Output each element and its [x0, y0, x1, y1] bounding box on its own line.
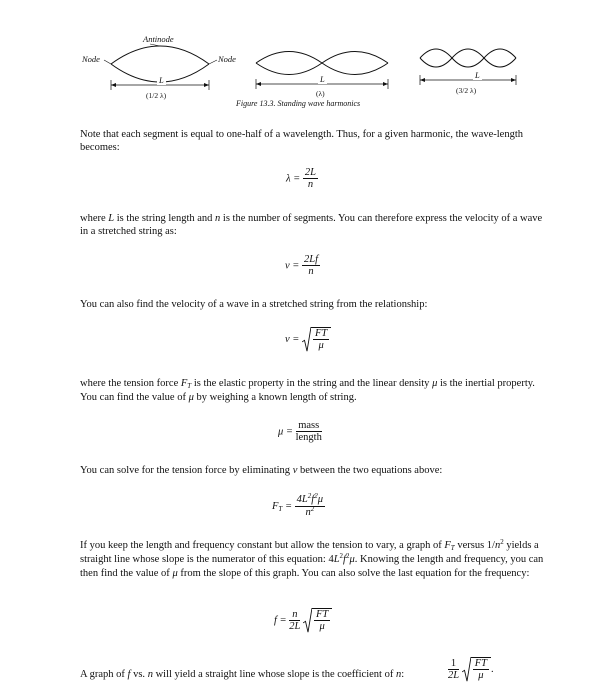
harmonic-3-lower [420, 58, 516, 67]
eq7-root-denominator: μ [478, 670, 484, 681]
equation-slope-coefficient: $\frac{1}{2L}$ $\frac{FT}{\mu}$ . [448, 657, 494, 681]
paragraph-1: Note that each segment is equal to one-half of a wavelength. Thus, for a given harmonic, the wave-length becomes: [80, 129, 523, 153]
eq3-sqrt [302, 327, 331, 352]
equation-wavelength: λ = $\frac{2L}{n}$ [286, 167, 316, 190]
dim-label-2: L [320, 74, 325, 84]
eq4-numerator: mass [296, 420, 322, 432]
equation-linear-density: μ = $\frac{\text{mass}}{\text{length}}$ [278, 420, 322, 443]
wavelength-fraction-2: (λ) [316, 89, 325, 98]
dim-label-1: L [159, 75, 164, 85]
eq6-numerator: n [289, 609, 300, 621]
eq7-sqrt [462, 657, 491, 682]
harmonic-1-upper [111, 46, 209, 64]
eq6-root-numerator: FT [315, 609, 329, 620]
wavelength-fraction-1: (1/2 λ) [146, 91, 167, 100]
eq4-denominator: length [295, 432, 322, 443]
node-right-pointer [209, 60, 217, 64]
node-left-pointer [104, 60, 111, 64]
harmonic-2-upper [256, 52, 388, 64]
harmonic-2-lower [256, 63, 388, 75]
equation-tension: FT = $\frac{4L^2f^2\mu}{n^2}$ [272, 492, 323, 518]
eq6-denominator: 2L [289, 620, 301, 632]
eq3-denominator: μ [318, 340, 324, 351]
equation-velocity-1: v = $\frac{2Lf}{n}$ [285, 254, 319, 277]
paragraph-2: where L is the string length and n is the number of segments. You can therefore express the velocity of a wave in a stretched string as: [80, 213, 543, 237]
equation-velocity-2: v = $\frac{FT}{\mu}$ [285, 327, 331, 352]
eq5-denominator: $n^2$ [305, 505, 315, 518]
wavelength-fraction-3: (3/2 λ) [456, 86, 477, 95]
equation-frequency: f = $\frac{n}{2L}$ $\frac{FT}{\mu}$ [274, 608, 332, 633]
paragraph-4: where the tension force FT is the elastic property in the string and the linear density μ is the inertial property. You can find the value of μ by weighing a known length of string. [80, 378, 535, 403]
eq1-denominator: n [307, 179, 314, 190]
eq7-denominator: 2L [448, 669, 460, 681]
eq3-numerator: FT [315, 328, 328, 339]
eq7-numerator: 1 [448, 658, 459, 670]
eq7-root-numerator: FT [474, 658, 487, 669]
paragraph-3: You can also find the velocity of a wave in a stretched string from the relationship: [80, 299, 428, 310]
paragraph-7: A graph of f vs. n will yield a straight line whose slope is the coefficient of n: [80, 669, 405, 680]
eq6-sqrt [303, 608, 332, 633]
label-node-right: Node [218, 54, 236, 64]
eq5-numerator: $4L^2f^2\mu$ [296, 492, 323, 505]
harmonic-3-upper [420, 49, 516, 58]
paragraph-5: You can solve for the tension force by eliminating v between the two equations above: [80, 465, 443, 476]
figure-caption: Figure 13.3. Standing wave harmonics [236, 99, 361, 108]
eq2-numerator: 2Lf [304, 254, 319, 265]
eq1-numerator: 2L [304, 167, 316, 178]
paragraph-6: If you keep the length and frequency constant but allow the tension to vary, a graph of FT versus $1/n^2$ yields a straight line whose slope is the numerator of this equation: $4L^2f^2\mu$. Knowing the length and frequency, you can then find the value of μ from the slope of this graph. You can also solve the last equation for the frequency: [80, 538, 544, 579]
dim-label-3: L [475, 70, 480, 80]
label-node-left: Node [82, 54, 100, 64]
eq6-root-denominator: μ [319, 621, 325, 632]
label-antinode: Antinode [143, 34, 174, 44]
eq2-denominator: n [308, 266, 314, 277]
